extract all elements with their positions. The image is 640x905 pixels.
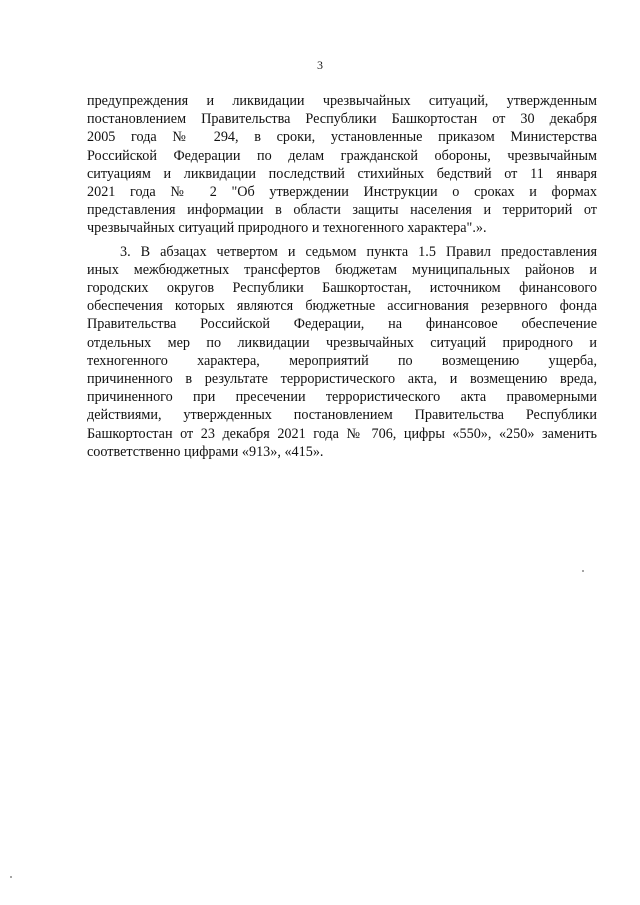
text-line: представления информации в области защиты населения и территорий от	[87, 202, 597, 219]
text-line: Башкортостан от 23 декабря 2021 года № 706, цифры «550», «250» заменить	[87, 425, 597, 442]
text-line: предупреждения и ликвидации чрезвычайных ситуаций, утвержденным	[87, 93, 597, 109]
text-line: ситуациям и ликвидации последствий стихийных бедствий от 11 января	[87, 165, 597, 182]
scan-speck	[10, 876, 12, 878]
text-line: 3. В абзацах четвертом и седьмом пункта 1.5 Правил предоставления	[120, 243, 597, 260]
paragraph-continuation	[87, 92, 597, 238]
text-line: Российской Федерации по делам гражданской обороны, чрезвычайным	[87, 147, 597, 164]
text-line: отдельных мер по ликвидации чрезвычайных ситуаций природного и	[87, 334, 597, 351]
text-line: чрезвычайных ситуаций природного и техногенного характера".».	[87, 220, 487, 237]
text-line: постановлением Правительства Республики Башкортостан от 30 декабря	[87, 111, 597, 128]
text-line: причиненного в результате террористического акта, и возмещению вреда,	[87, 371, 597, 388]
text-line: причиненного при пресечении террористического акта правомерными	[87, 389, 597, 406]
scan-speck	[582, 570, 584, 572]
text-line: иных межбюджетных трансфертов бюджетам муниципальных районов и	[87, 261, 597, 278]
document-body	[87, 92, 597, 461]
text-line: техногенного характера, мероприятий по возмещению ущерба,	[87, 352, 597, 369]
text-line: 2021 года № 2 "Об утверждении Инструкции о сроках и формах	[87, 184, 597, 201]
paragraph-item-3	[87, 243, 597, 461]
text-line: соответственно цифрами «913», «415».	[87, 443, 324, 460]
text-line: обеспечения которых являются бюджетные ассигнования резервного фонда	[87, 298, 597, 315]
text-line: действиями, утвержденных постановлением Правительства Республики	[87, 407, 597, 424]
text-line: городских округов Республики Башкортостан, источником финансового	[87, 280, 597, 297]
text-line: 2005 года № 294, в сроки, установленные приказом Министерства	[87, 129, 597, 146]
page-number: 3	[317, 58, 323, 72]
text-line: Правительства Российской Федерации, на финансовое обеспечение	[87, 316, 597, 333]
